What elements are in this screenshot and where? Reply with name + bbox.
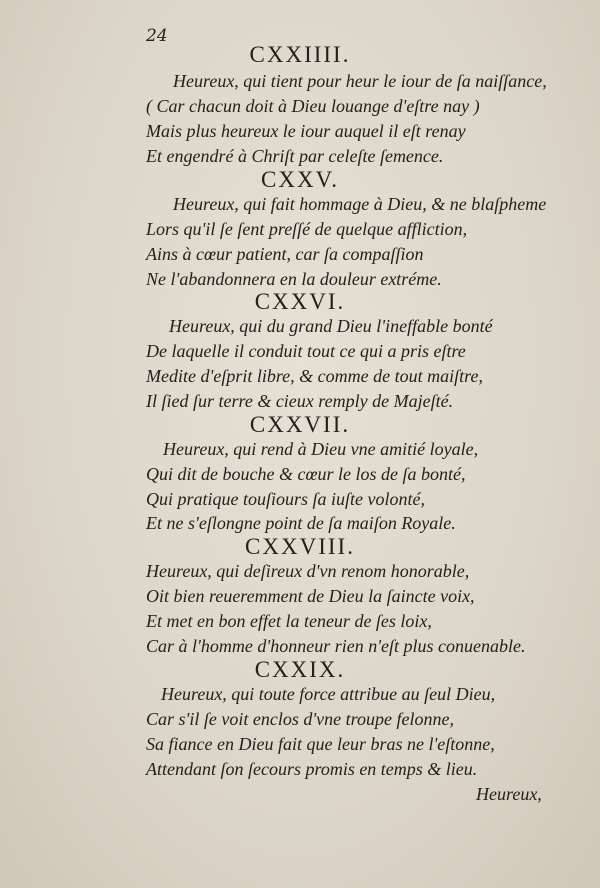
verse-line: Oit bien reueremment de Dieu la ſaincte voix, [146,586,475,606]
section-heading: CXXV. [261,167,339,192]
verse-line: Heureux, qui du grand Dieu l'ineffable bonté [169,316,493,336]
section-heading: CXXVIII. [245,534,355,559]
verse-line: Ne l'abandonnera en la douleur extréme. [146,269,442,289]
section-heading: CXXVII. [249,412,351,437]
verse-line: Il ſied ſur terre & cieux remply de Majeſté. [146,391,454,411]
verse-line: Medite d'eſprit libre, & comme de tout maiſtre, [146,366,483,386]
section-heading: CXXIX. [254,657,346,682]
verse-line: Attendant ſon ſecours promis en temps & lieu. [146,759,478,779]
section-heading: CXXIIII. [249,42,351,67]
page-number: 24 [146,26,168,46]
verse-line: Et ne s'eſlongne point de ſa maiſon Royale. [146,513,456,533]
verse-line: Et met en bon effet la teneur de ſes loix, [146,611,432,631]
verse-line: Heureux, qui rend à Dieu vne amitié loyale, [163,439,479,459]
section-heading: CXXVI. [254,289,346,314]
verse-line: Heureux, qui fait hommage à Dieu, & ne blaſpheme [173,194,547,214]
verse-line: Car s'il ſe voit enclos d'vne troupe felonne, [146,709,454,729]
verse-line: De laquelle il conduit tout ce qui a pris eſtre [146,341,466,361]
verse-line: ( Car chacun doit à Dieu louange d'eſtre nay ) [146,96,480,116]
verse-line: Sa fiance en Dieu fait que leur bras ne l'eſtonne, [146,734,495,754]
verse-line: Lors qu'il ſe ſent preſſé de quelque affliction, [146,219,468,239]
verse-line: Car à l'homme d'honneur rien n'eſt plus conuenable. [146,636,526,656]
verse-line: Qui dit de bouche & cœur le los de ſa bonté, [146,464,466,484]
verse-line: Heureux, qui tient pour heur le iour de ſa naiſſance, [173,71,547,91]
verse-line: Et engendré à Chriſt par celeſte ſemence. [146,146,444,166]
verse-line: Qui pratique touſiours ſa iuſte volonté, [146,489,425,509]
verse-line: Heureux, qui toute force attribue au ſeul Dieu, [161,684,496,704]
verse-line: Ains à cœur patient, car ſa compaſſion [146,244,424,264]
catchword: Heureux, [476,784,542,804]
verse-line: Heureux, qui deſireux d'vn renom honorable, [146,561,470,581]
verse-line: Mais plus heureux le iour auquel il eſt renay [146,121,466,141]
